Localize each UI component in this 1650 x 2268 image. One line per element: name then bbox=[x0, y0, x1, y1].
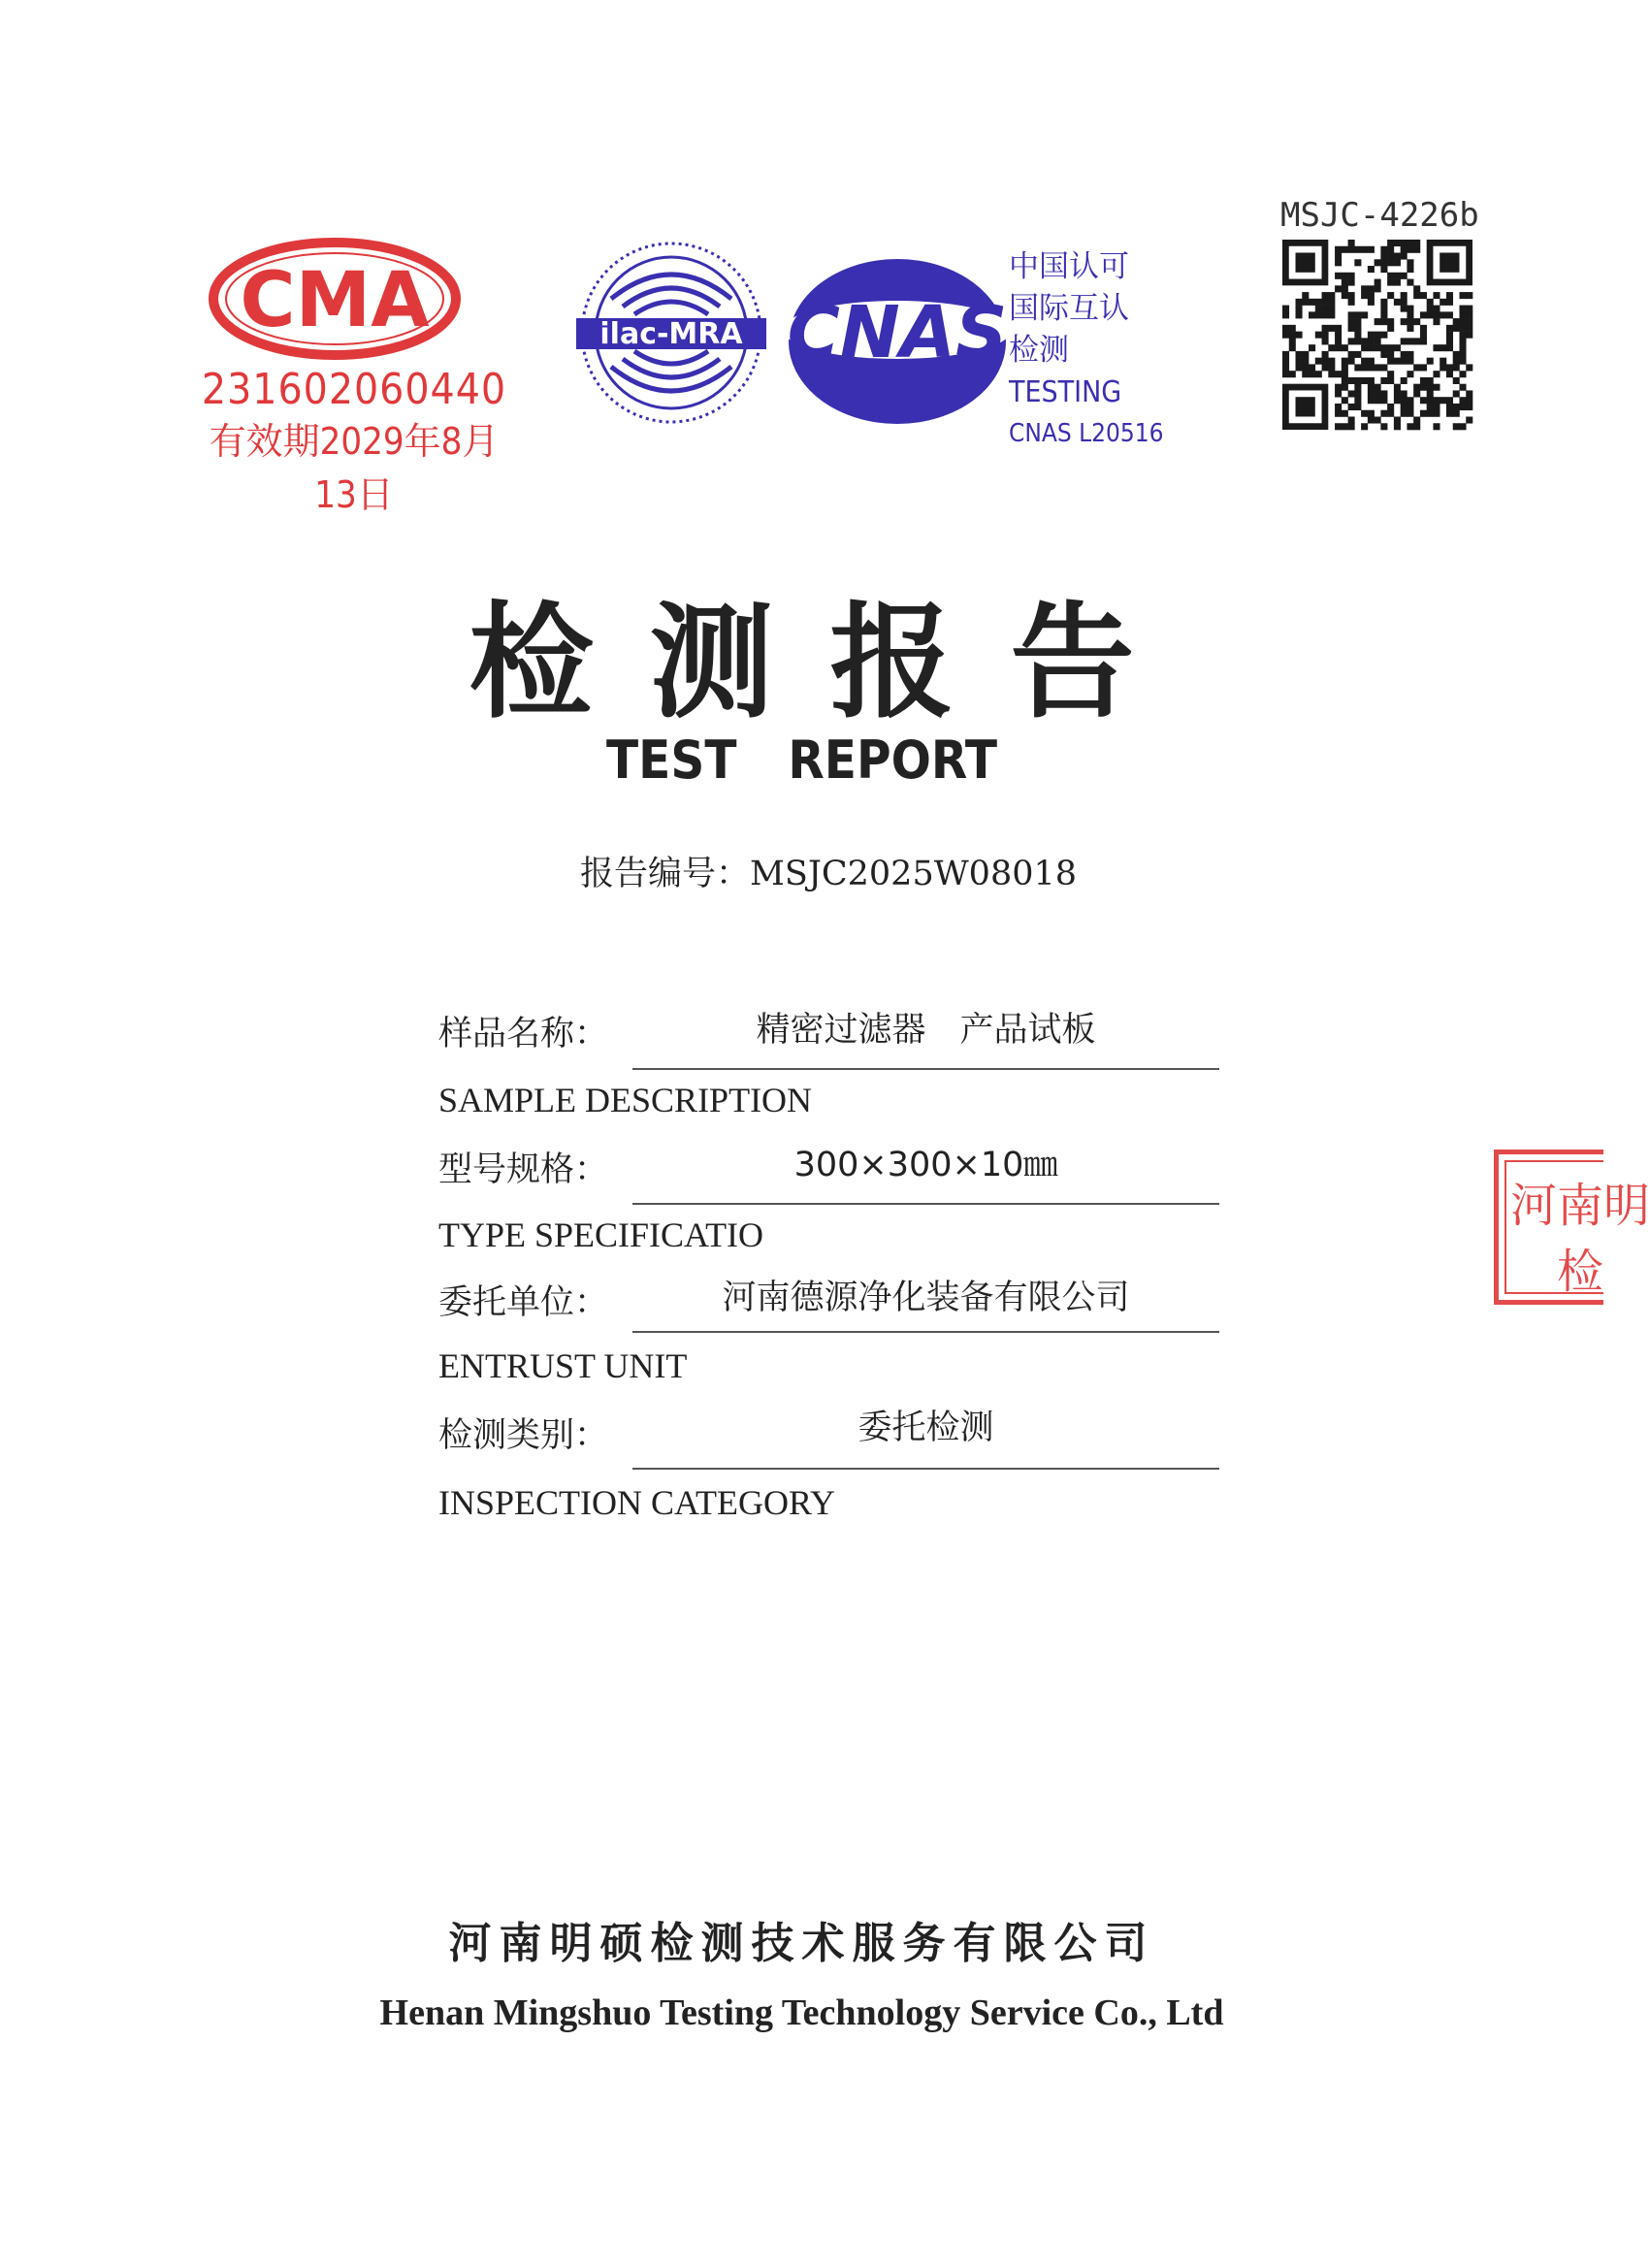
sample-name-value: 精密过滤器 产品试板 bbox=[756, 1011, 1096, 1050]
report-number bbox=[580, 847, 1077, 895]
inspection-category-en-label: INSPECTION CATEGORY bbox=[438, 1483, 836, 1522]
company-name-en: Henan Mingshuo Testing Technology Service Co., Ltd bbox=[379, 1993, 1224, 2033]
report-number-label: 报告编号： bbox=[580, 855, 751, 893]
report-number-value: MSJC2025W08018 bbox=[750, 855, 1078, 893]
page-title-en: TEST REPORT bbox=[605, 729, 997, 791]
sample-name-label: 样品名称： bbox=[438, 1015, 609, 1053]
entrust-unit-en-label: ENTRUST UNIT bbox=[438, 1346, 688, 1385]
ilac-mra-icon bbox=[572, 231, 771, 435]
cnas-logo-text: CNAS bbox=[787, 291, 1008, 374]
cnas-caption-line5: CNAS L20516 bbox=[1009, 419, 1164, 448]
inspection-category-value: 委托检测 bbox=[857, 1409, 994, 1447]
entrust-unit-label: 委托单位： bbox=[438, 1283, 609, 1322]
type-spec-underline bbox=[632, 1203, 1219, 1205]
cma-logo-icon bbox=[189, 231, 519, 367]
cnas-caption bbox=[1009, 246, 1164, 455]
cma-cert-number: 231602060440 bbox=[201, 365, 507, 414]
ilac-mra-logo bbox=[572, 231, 771, 435]
qr-code-icon[interactable] bbox=[1282, 240, 1472, 430]
entrust-unit-value: 河南德源净化装备有限公司 bbox=[722, 1279, 1130, 1317]
cma-seal bbox=[189, 231, 519, 516]
side-seal-line2: 检 bbox=[1557, 1245, 1604, 1299]
type-spec-value: 300×300×10㎜ bbox=[793, 1146, 1058, 1184]
company-name: 河南明硕检测技术服务有限公司 bbox=[448, 1919, 1155, 1968]
page-title: 检测报告 bbox=[469, 591, 1191, 735]
cnas-logo-icon bbox=[781, 254, 1014, 429]
sample-name-underline bbox=[632, 1068, 1219, 1070]
inspection-category-underline bbox=[632, 1468, 1219, 1470]
cnas-caption-line1: 中国认可 bbox=[1009, 249, 1129, 284]
ilac-mra-text: ilac-MRA bbox=[599, 317, 743, 351]
cma-logo-text: CMA bbox=[240, 257, 430, 344]
sample-description-label: SAMPLE DESCRIPTION bbox=[438, 1081, 813, 1119]
cma-validity: 有效期2029年8月13日 bbox=[209, 420, 500, 516]
type-spec-label: 型号规格： bbox=[438, 1150, 609, 1189]
side-seal-stamp bbox=[1494, 1150, 1650, 1305]
inspection-category-label: 检测类别： bbox=[438, 1416, 609, 1455]
entrust-unit-underline bbox=[632, 1331, 1219, 1333]
qr-id-label: MSJC-4226b bbox=[1280, 196, 1479, 235]
side-seal-line1: 河南明 bbox=[1510, 1179, 1650, 1233]
cnas-caption-line4: TESTING bbox=[1009, 375, 1122, 409]
cnas-logo bbox=[781, 254, 1014, 429]
type-specification-label: TYPE SPECIFICATIO bbox=[438, 1215, 764, 1254]
cnas-caption-line2: 国际互认 bbox=[1009, 291, 1129, 326]
cnas-caption-line3: 检测 bbox=[1009, 333, 1069, 368]
